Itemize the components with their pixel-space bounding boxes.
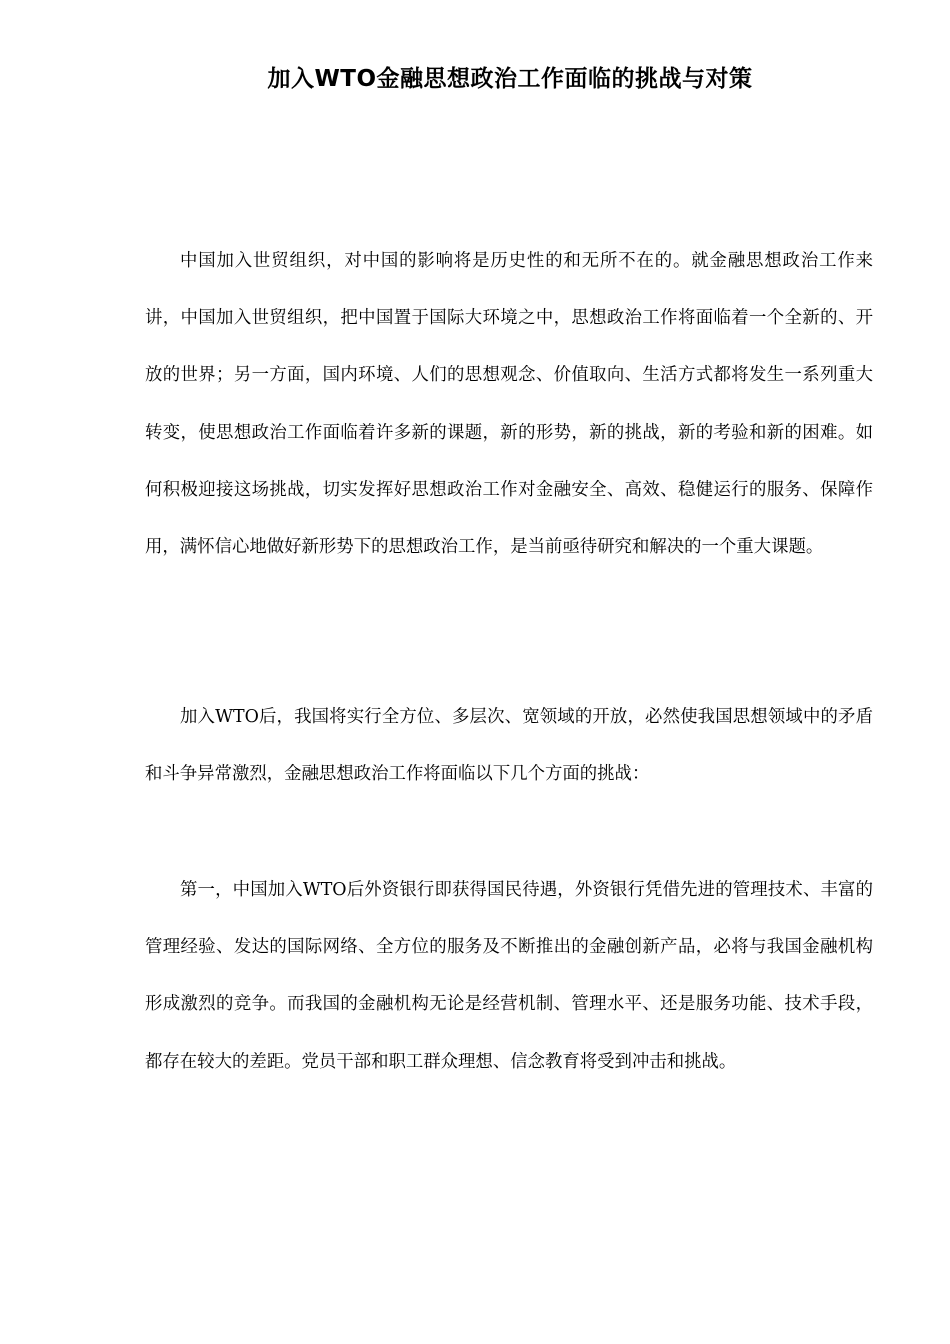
paragraph-intro: 中国加入世贸组织，对中国的影响将是历史性的和无所不在的。就金融思想政治工作来讲，中国加入世贸组织，把中国置于国际大环境之中，思想政治工作将面临着一个全新的、开放的世界；另一方面，国内环境、人们的思想观念、价值取向、生活方式都将发生一系列重大转变，使思想政治工作面临着许多新的课题，新的形势，新的挑战，新的考验和新的困难。如何积极迎接这场挑战，切实发挥好思想政治工作对金融安全、高效、稳健运行的服务、保障作用，满怀信心地做好新形势下的思想政治工作，是当前亟待研究和解决的一个重大课题。	[145, 251, 873, 558]
paragraph-challenges-overview: 加入WTO后，我国将实行全方位、多层次、宽领域的开放，必然使我国思想领域中的矛盾和斗争异常激烈，金融思想政治工作将面临以下几个方面的挑战：	[145, 707, 873, 785]
document-title: 加入WTO金融思想政治工作面临的挑战与对策	[267, 66, 753, 92]
paragraph-first-challenge: 第一，中国加入WTO后外资银行即获得国民待遇，外资银行凭借先进的管理技术、丰富的管理经验、发达的国际网络、全方位的服务及不断推出的金融创新产品，必将与我国金融机构形成激烈的竞争。而我国的金融机构无论是经营机制、管理水平、还是服务功能、技术手段，都存在较大的差距。党员干部和职工群众理想、信念教育将受到冲击和挑战。	[145, 880, 873, 1072]
